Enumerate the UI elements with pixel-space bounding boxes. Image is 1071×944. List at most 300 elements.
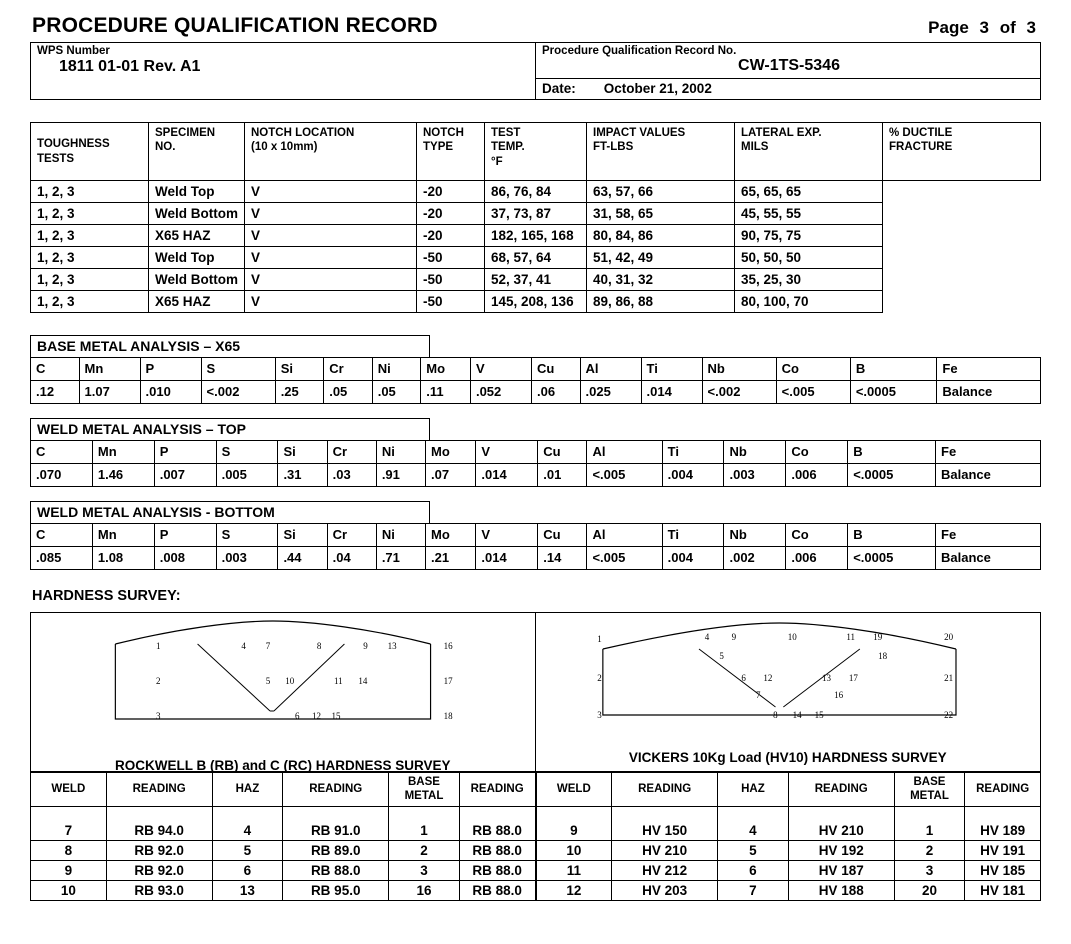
cell-notch-location: Weld Top — [149, 247, 245, 269]
cell-impact: 145, 208, 136 — [485, 291, 587, 313]
cell-reading-haz: RB 89.0 — [283, 841, 389, 861]
table-row — [31, 291, 1041, 313]
col-ti: Ti — [662, 524, 724, 547]
sketch-point-4: 4 — [241, 640, 246, 651]
toughness-label-line2: TESTS — [37, 153, 75, 165]
cell-ni: .71 — [376, 547, 425, 570]
cell-reading-haz: RB 88.0 — [283, 861, 389, 881]
rockwell-readings-table — [30, 772, 536, 901]
cell-base: 3 — [389, 861, 460, 881]
table-row — [31, 841, 536, 861]
document-header — [30, 14, 1041, 42]
cell-impact: 52, 37, 41 — [485, 269, 587, 291]
sketch-point-22: 22 — [944, 709, 954, 720]
weld-top-analysis-table — [30, 440, 1041, 487]
col-si: Si — [278, 524, 327, 547]
sketch-point-5: 5 — [265, 676, 271, 687]
wps-number-value: 1811 01-01 Rev. A1 — [59, 58, 201, 75]
sketch-point-8: 8 — [316, 640, 322, 651]
col-reading-base: READING — [459, 773, 535, 807]
col-ductile-fracture: % DUCTILE FRACTURE — [883, 123, 1041, 181]
sketch-point-8: 8 — [773, 709, 778, 720]
cell-specimen: 1, 2, 3 — [31, 269, 149, 291]
cell-reading-weld: RB 94.0 — [106, 807, 212, 841]
cell-temp: -20 — [417, 181, 485, 203]
table-row — [31, 381, 1041, 404]
cell-reading-haz: RB 91.0 — [283, 807, 389, 841]
cell-reading-base: RB 88.0 — [459, 807, 535, 841]
table-row — [536, 881, 1041, 901]
cell-mo: .21 — [426, 547, 476, 570]
cell-reading-base: HV 191 — [965, 841, 1041, 861]
col-s: S — [201, 358, 275, 381]
base-metal-analysis-table — [30, 357, 1041, 404]
table-row — [31, 881, 536, 901]
cell-notch-location: Weld Top — [149, 181, 245, 203]
cell-mn: 1.08 — [92, 547, 154, 570]
cell-ni: .91 — [376, 464, 425, 487]
col-notch-type: NOTCH TYPE — [417, 123, 485, 181]
cell-weld: 8 — [31, 841, 107, 861]
col-v: V — [476, 441, 538, 464]
cell-cr: .03 — [327, 464, 376, 487]
table-row — [536, 807, 1041, 841]
toughness-row-label — [31, 123, 149, 181]
cell-nb: .002 — [724, 547, 786, 570]
page-of-label: of — [999, 18, 1016, 37]
cell-temp: -50 — [417, 269, 485, 291]
cell-s: .003 — [216, 547, 278, 570]
date-row — [542, 81, 1036, 96]
cell-haz: 4 — [212, 807, 283, 841]
cell-base: 2 — [389, 841, 460, 861]
col-co: Co — [786, 441, 848, 464]
cell-p: .008 — [154, 547, 216, 570]
page-total: 3 — [1026, 18, 1036, 37]
date-label: Date: — [542, 81, 576, 96]
cell-lateral: 80, 84, 86 — [587, 225, 735, 247]
cell-ti: .004 — [662, 547, 724, 570]
sketch-point-13: 13 — [821, 673, 831, 683]
cell-notch-type: V — [245, 291, 417, 313]
cell-ductile: 50, 50, 50 — [735, 247, 883, 269]
cell-reading-weld: RB 93.0 — [106, 881, 212, 901]
cell-reading-base: HV 189 — [965, 807, 1041, 841]
sketch-point-18: 18 — [443, 710, 453, 721]
cell-c: .085 — [31, 547, 93, 570]
cell-lateral: 40, 31, 32 — [587, 269, 735, 291]
cell-reading-haz: RB 95.0 — [283, 881, 389, 901]
col-cr: Cr — [327, 524, 376, 547]
cell-base: 1 — [894, 807, 965, 841]
hardness-survey-label: HARDNESS SURVEY: — [32, 588, 181, 604]
col-mo: Mo — [426, 441, 476, 464]
vickers-readings-table — [536, 772, 1042, 901]
cell-si: .31 — [278, 464, 327, 487]
cell-fe: Balance — [936, 464, 1041, 487]
cell-c: .070 — [31, 464, 93, 487]
sketch-point-16: 16 — [443, 640, 453, 651]
sketch-point-5: 5 — [719, 651, 724, 662]
col-ni: Ni — [376, 441, 425, 464]
cell-nb: .003 — [724, 464, 786, 487]
cell-si: .44 — [278, 547, 327, 570]
page-title: PROCEDURE QUALIFICATION RECORD — [32, 14, 438, 37]
table-body — [31, 807, 536, 901]
cell-v: .014 — [476, 464, 538, 487]
cell-reading-weld: HV 210 — [612, 841, 718, 861]
base-metal-analysis-title-wrap — [30, 335, 1041, 357]
col-nb: Nb — [702, 358, 776, 381]
col-mo: Mo — [426, 524, 476, 547]
table-header-row — [31, 441, 1041, 464]
rockwell-survey-caption: ROCKWELL B (RB) and C (RC) HARDNESS SURVEY — [114, 758, 451, 773]
cell-weld: 12 — [536, 881, 612, 901]
cell-notch-type: V — [245, 181, 417, 203]
sketch-point-15: 15 — [814, 709, 824, 720]
col-p: P — [140, 358, 201, 381]
pqr-number-value: CW-1TS-5346 — [738, 57, 840, 74]
sketch-point-18: 18 — [878, 651, 888, 662]
sketch-point-10: 10 — [787, 631, 797, 642]
weld-bottom-analysis-title: WELD METAL ANALYSIS - BOTTOM — [30, 501, 430, 523]
table-row — [31, 247, 1041, 269]
sketch-point-20: 20 — [944, 631, 954, 642]
cell-impact: 68, 57, 64 — [485, 247, 587, 269]
col-weld: WELD — [536, 773, 612, 807]
weld-top-analysis-title-wrap — [30, 418, 1041, 440]
col-notch-location: NOTCH LOCATION (10 x 10mm) — [245, 123, 417, 181]
sketch-point-15: 15 — [331, 710, 341, 721]
cell-notch-type: V — [245, 247, 417, 269]
pqr-cell — [536, 43, 1041, 79]
cell-reading-haz: HV 188 — [788, 881, 894, 901]
col-c: C — [31, 358, 80, 381]
col-mn: Mn — [92, 524, 154, 547]
cell-al: <.005 — [587, 547, 662, 570]
cell-haz: 7 — [718, 881, 789, 901]
cell-reading-base: RB 88.0 — [459, 861, 535, 881]
cell-specimen: 1, 2, 3 — [31, 225, 149, 247]
col-b: B — [848, 524, 936, 547]
cell-c: .12 — [31, 381, 80, 404]
col-al: Al — [587, 524, 662, 547]
date-value: October 21, 2002 — [603, 81, 712, 96]
sketch-point-13: 13 — [387, 640, 397, 651]
cell-specimen: 1, 2, 3 — [31, 181, 149, 203]
cell-temp: -20 — [417, 203, 485, 225]
col-p: P — [154, 524, 216, 547]
cell-cu: .14 — [538, 547, 587, 570]
table-row — [31, 181, 1041, 203]
cell-reading-base: RB 88.0 — [459, 841, 535, 861]
col-haz: HAZ — [212, 773, 283, 807]
cell-co: .006 — [786, 547, 848, 570]
col-fe: Fe — [936, 524, 1041, 547]
table-row — [31, 807, 536, 841]
col-b: B — [848, 441, 936, 464]
wps-cell — [31, 43, 536, 100]
weld-bottom-analysis-title-wrap — [30, 501, 1041, 523]
cell-v: .052 — [470, 381, 531, 404]
table-row — [31, 225, 1041, 247]
cell-fe: Balance — [936, 547, 1041, 570]
cell-al: <.005 — [587, 464, 662, 487]
table-row — [31, 269, 1041, 291]
table-row — [31, 547, 1041, 570]
cell-p: .007 — [154, 464, 216, 487]
date-cell — [536, 79, 1041, 100]
col-v: V — [470, 358, 531, 381]
col-cr: Cr — [324, 358, 373, 381]
sketch-point-2: 2 — [597, 673, 602, 683]
cell-temp: -20 — [417, 225, 485, 247]
col-mn: Mn — [79, 358, 140, 381]
table-row — [31, 464, 1041, 487]
cell-b: <.0005 — [850, 381, 937, 404]
vickers-weld-sketch — [544, 619, 1033, 727]
col-reading-haz: READING — [788, 773, 894, 807]
toughness-header-row — [31, 123, 1041, 181]
cell-lateral: 31, 58, 65 — [587, 203, 735, 225]
col-al: Al — [587, 441, 662, 464]
page-label: Page — [928, 18, 969, 37]
cell-ni: .05 — [372, 381, 421, 404]
cell-b: <.0005 — [848, 464, 936, 487]
sketch-point-16: 16 — [834, 690, 844, 701]
col-ni: Ni — [376, 524, 425, 547]
col-base-metal: BASE METAL — [894, 773, 965, 807]
col-ti: Ti — [662, 441, 724, 464]
col-cu: Cu — [538, 441, 587, 464]
col-reading-weld: READING — [612, 773, 718, 807]
cell-reading-base: RB 88.0 — [459, 881, 535, 901]
col-cu: Cu — [538, 524, 587, 547]
sketch-point-14: 14 — [358, 676, 368, 687]
table-header-row — [31, 524, 1041, 547]
col-co: Co — [776, 358, 850, 381]
cell-cr: .04 — [327, 547, 376, 570]
col-reading-haz: READING — [283, 773, 389, 807]
table-row — [536, 841, 1041, 861]
cell-base: 20 — [894, 881, 965, 901]
cell-impact: 37, 73, 87 — [485, 203, 587, 225]
hardness-sketch-container — [30, 612, 1041, 772]
cell-co: <.005 — [776, 381, 850, 404]
sketch-point-2: 2 — [156, 676, 161, 687]
cell-cu: .01 — [538, 464, 587, 487]
cell-weld: 9 — [31, 861, 107, 881]
cell-reading-weld: HV 212 — [612, 861, 718, 881]
page-number-indicator — [925, 18, 1039, 38]
col-b: B — [850, 358, 937, 381]
sketch-point-4: 4 — [704, 631, 710, 642]
hardness-reading-tables — [30, 772, 1041, 901]
cell-haz: 5 — [718, 841, 789, 861]
sketch-point-7: 7 — [755, 690, 761, 701]
col-fe: Fe — [937, 358, 1041, 381]
page-current: 3 — [979, 18, 990, 37]
cell-notch-location: X65 HAZ — [149, 225, 245, 247]
cell-notch-type: V — [245, 269, 417, 291]
col-cr: Cr — [327, 441, 376, 464]
cell-notch-type: V — [245, 225, 417, 247]
col-si: Si — [275, 358, 324, 381]
sketch-point-11: 11 — [333, 676, 343, 687]
sketch-point-11: 11 — [846, 631, 856, 642]
table-body — [536, 807, 1041, 901]
cell-haz: 6 — [212, 861, 283, 881]
toughness-tests-table — [30, 122, 1041, 313]
table-header-row — [536, 773, 1041, 807]
cell-weld: 11 — [536, 861, 612, 881]
cell-notch-location: Weld Bottom — [149, 203, 245, 225]
cell-reading-haz: HV 192 — [788, 841, 894, 861]
col-cu: Cu — [531, 358, 580, 381]
weld-bottom-analysis-table — [30, 523, 1041, 570]
cell-notch-location: Weld Bottom — [149, 269, 245, 291]
col-test-temp: TEST TEMP. °F — [485, 123, 587, 181]
cell-haz: 13 — [212, 881, 283, 901]
cell-specimen: 1, 2, 3 — [31, 203, 149, 225]
cell-lateral: 51, 42, 49 — [587, 247, 735, 269]
cell-ductile: 35, 25, 30 — [735, 269, 883, 291]
table-row — [31, 203, 1041, 225]
cell-weld: 10 — [31, 881, 107, 901]
col-ti: Ti — [641, 358, 702, 381]
col-nb: Nb — [724, 441, 786, 464]
cell-si: .25 — [275, 381, 324, 404]
cell-reading-haz: HV 187 — [788, 861, 894, 881]
sketch-point-7: 7 — [265, 640, 271, 651]
wps-number-label: WPS Number — [37, 45, 110, 57]
cell-reading-base: HV 185 — [965, 861, 1041, 881]
cell-ductile: 80, 100, 70 — [735, 291, 883, 313]
cell-reading-base: HV 181 — [965, 881, 1041, 901]
cell-notch-location: X65 HAZ — [149, 291, 245, 313]
cell-nb: <.002 — [702, 381, 776, 404]
sketch-point-3: 3 — [597, 709, 602, 720]
sketch-point-10: 10 — [285, 676, 295, 687]
table-row — [536, 861, 1041, 881]
col-mo: Mo — [421, 358, 471, 381]
cell-al: .025 — [580, 381, 641, 404]
cell-temp: -50 — [417, 247, 485, 269]
cell-lateral: 89, 86, 88 — [587, 291, 735, 313]
sketch-point-12: 12 — [312, 710, 321, 721]
sketch-point-6: 6 — [741, 673, 746, 683]
base-metal-analysis-title: BASE METAL ANALYSIS – X65 — [30, 335, 430, 357]
sketch-point-21: 21 — [944, 673, 954, 683]
vickers-survey-caption: VICKERS 10Kg Load (HV10) HARDNESS SURVEY — [628, 750, 947, 765]
cell-p: .010 — [140, 381, 201, 404]
rockwell-sketch-panel — [31, 613, 536, 771]
col-co: Co — [786, 524, 848, 547]
sketch-point-1: 1 — [156, 640, 161, 651]
cell-haz: 4 — [718, 807, 789, 841]
cell-ductile: 65, 65, 65 — [735, 181, 883, 203]
cell-ti: .004 — [662, 464, 724, 487]
cell-mn: 1.46 — [92, 464, 154, 487]
cell-base: 1 — [389, 807, 460, 841]
cell-impact: 182, 165, 168 — [485, 225, 587, 247]
cell-lateral: 63, 57, 66 — [587, 181, 735, 203]
cell-reading-weld: RB 92.0 — [106, 841, 212, 861]
cell-mo: .07 — [426, 464, 476, 487]
sketch-point-17: 17 — [443, 676, 453, 687]
cell-temp: -50 — [417, 291, 485, 313]
col-impact-values: IMPACT VALUES FT-LBS — [587, 123, 735, 181]
cell-ductile: 90, 75, 75 — [735, 225, 883, 247]
cell-co: .006 — [786, 464, 848, 487]
cell-weld: 9 — [536, 807, 612, 841]
wps-pqr-block — [30, 42, 1041, 100]
col-c: C — [31, 524, 93, 547]
col-al: Al — [580, 358, 641, 381]
table-header-row — [31, 358, 1041, 381]
sketch-point-17: 17 — [848, 673, 858, 683]
cell-cr: .05 — [324, 381, 373, 404]
sketch-point-14: 14 — [792, 709, 802, 720]
cell-haz: 5 — [212, 841, 283, 861]
col-reading-weld: READING — [106, 773, 212, 807]
toughness-body — [31, 181, 1041, 313]
pqr-number-label: Procedure Qualification Record No. — [542, 45, 737, 57]
cell-specimen: 1, 2, 3 — [31, 291, 149, 313]
col-reading-base: READING — [965, 773, 1041, 807]
sketch-point-9: 9 — [363, 640, 368, 651]
col-nb: Nb — [724, 524, 786, 547]
cell-reading-weld: RB 92.0 — [106, 861, 212, 881]
sketch-point-12: 12 — [763, 673, 773, 683]
cell-reading-haz: HV 210 — [788, 807, 894, 841]
sketch-point-9: 9 — [731, 631, 737, 642]
cell-reading-weld: HV 150 — [612, 807, 718, 841]
col-ni: Ni — [372, 358, 421, 381]
col-specimen-no: SPECIMEN NO. — [149, 123, 245, 181]
cell-b: <.0005 — [848, 547, 936, 570]
cell-s: <.002 — [201, 381, 275, 404]
cell-v: .014 — [476, 547, 538, 570]
col-base-metal: BASE METAL — [389, 773, 460, 807]
cell-cu: .06 — [531, 381, 580, 404]
cell-fe: Balance — [937, 381, 1041, 404]
rockwell-weld-sketch — [39, 619, 527, 741]
toughness-label-line1: TOUGHNESS — [37, 138, 110, 151]
vickers-sketch-panel — [536, 613, 1041, 771]
sketch-point-6: 6 — [294, 710, 300, 721]
cell-ductile: 45, 55, 55 — [735, 203, 883, 225]
col-c: C — [31, 441, 93, 464]
col-si: Si — [278, 441, 327, 464]
cell-mo: .11 — [421, 381, 471, 404]
col-s: S — [216, 524, 278, 547]
sketch-point-1: 1 — [597, 634, 602, 645]
cell-mn: 1.07 — [79, 381, 140, 404]
cell-notch-type: V — [245, 203, 417, 225]
cell-haz: 6 — [718, 861, 789, 881]
col-haz: HAZ — [718, 773, 789, 807]
col-fe: Fe — [936, 441, 1041, 464]
table-row — [31, 861, 536, 881]
cell-ti: .014 — [641, 381, 702, 404]
cell-base: 3 — [894, 861, 965, 881]
col-s: S — [216, 441, 278, 464]
col-p: P — [154, 441, 216, 464]
col-mn: Mn — [92, 441, 154, 464]
cell-s: .005 — [216, 464, 278, 487]
cell-reading-weld: HV 203 — [612, 881, 718, 901]
